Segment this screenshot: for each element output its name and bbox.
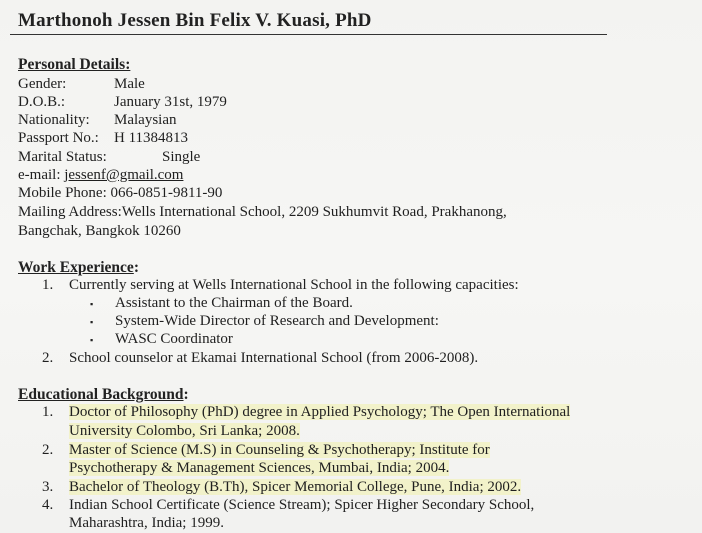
education-item-1-line1: Doctor of Philosophy (PhD) degree in Applied Psychology; The Open International [69, 404, 571, 420]
work-item-1-number: 1. [42, 277, 54, 293]
dob-value: January 31st, 1979 [114, 94, 227, 110]
work-heading-colon: : [133, 259, 139, 276]
dob-label: D.O.B.: [18, 94, 66, 110]
passport-value: H 11384813 [114, 130, 189, 146]
passport-label: Passport No.: [18, 130, 99, 146]
education-item-2-line1: Master of Science (M.S) in Counseling & Psychotherapy; Institute for [69, 442, 490, 458]
education-item-4-number: 4. [42, 497, 54, 513]
candidate-name: Marthonoh Jessen Bin Felix V. Kuasi, PhD [18, 10, 372, 31]
bullet-icon: ▪ [90, 299, 94, 309]
education-heading-text: Educational Background [18, 386, 184, 403]
dob-row [18, 93, 227, 111]
marital-value: Single [162, 149, 201, 165]
bullet-icon: ▪ [90, 335, 94, 345]
nationality-label: Nationality: [18, 112, 90, 128]
education-item-3-number: 3. [42, 479, 54, 495]
education-item-4-line2: Maharashtra, India; 1999. [69, 515, 224, 531]
education-item-1-line2: University Colombo, Sri Lanka; 2008. [69, 423, 300, 439]
education-item-3-line1: Bachelor of Theology (B.Th), Spicer Memorial College, Pune, India; 2002. [69, 479, 522, 495]
nationality-row [18, 111, 176, 129]
work-bullet-3: WASC Coordinator [115, 331, 233, 347]
education-heading-colon: : [183, 386, 189, 403]
passport-row [18, 129, 188, 147]
address-row [18, 203, 507, 221]
education-item-2-line2: Psychotherapy & Management Sciences, Mumbai, India; 2004. [69, 460, 450, 476]
address-line1: Wells International School, 2209 Sukhumvit Road, Prakhanong, [121, 204, 507, 220]
address-line2: Bangchak, Bangkok 10260 [18, 223, 181, 239]
email-label: e-mail: [18, 167, 61, 183]
work-bullet-2: System-Wide Director of Research and Development: [115, 313, 439, 329]
mobile-value: 066-0851-9811-90 [110, 185, 223, 201]
work-bullet-1: Assistant to the Chairman of the Board. [115, 295, 353, 311]
marital-label: Marital Status: [18, 149, 107, 165]
bullet-icon: ▪ [90, 317, 94, 327]
email-row [18, 166, 183, 184]
mobile-row [18, 184, 222, 202]
gender-row [18, 75, 145, 93]
work-item-2-number: 2. [42, 350, 54, 366]
gender-label: Gender: [18, 76, 67, 92]
work-heading-text: Work Experience [18, 259, 134, 276]
address-label: Mailing Address: [18, 204, 122, 220]
mobile-label: Mobile Phone: [18, 185, 107, 201]
education-item-2-number: 2. [42, 442, 54, 458]
work-item-1-text: Currently serving at Wells International School in the following capacities: [69, 277, 519, 293]
personal-details-heading: Personal Details: [18, 56, 131, 73]
education-heading [18, 386, 189, 404]
education-item-4-line1: Indian School Certificate (Science Stream); Spicer Higher Secondary School, [69, 497, 535, 513]
nationality-value: Malaysian [114, 112, 177, 128]
header-rule [10, 34, 607, 35]
work-experience-heading [18, 259, 139, 277]
work-item-2-text: School counselor at Ekamai International School (from 2006-2008). [69, 350, 479, 366]
marital-row [18, 148, 200, 166]
education-item-1-number: 1. [42, 404, 54, 420]
email-link[interactable]: jessenf@gmail.com [64, 167, 184, 183]
gender-value: Male [114, 76, 145, 92]
